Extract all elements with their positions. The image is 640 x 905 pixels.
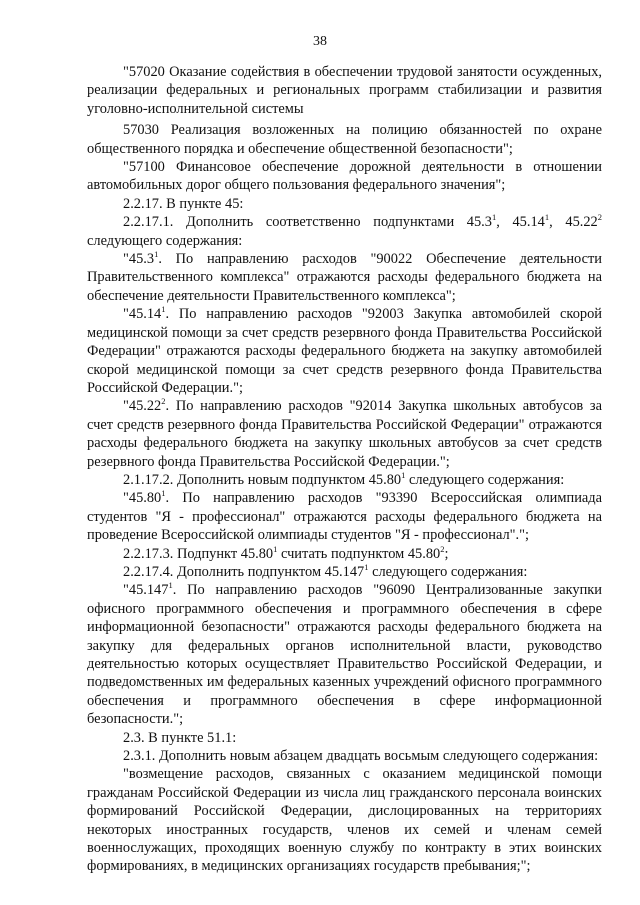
paragraph-2-3-1: 2.3.1. Дополнить новым абзацем двадцать восьмым следующего содержания:: [123, 748, 599, 765]
paragraph-45-14-1: "45.14$^1$. По направлению расходов "92003 Закупка автомобилей скорой медицинской помощи за счет средств резервного фонда Правительства Российской Федерации" отражаются расходы федерального бюджета на закупку автомобилей скорой медицинской помощи за счет средств резервного фонда Правительства Российской Федерации.";: [87, 304, 602, 396]
page-number: 38: [313, 34, 327, 49]
paragraph-45-3-1: "45.3$^1$. По направлению расходов "90022 Обеспечение деятельности Правительственного комплекса" отражаются расходы федерального бюджета на обеспечение деятельности Правительственного комплекса";: [87, 249, 602, 304]
paragraph-2-2-17-1: 2.2.17.1. Дополнить соответственно подпунктами 45.3$^1$, 45.14$^1$, 45.22$^2$ следующего содержания:: [87, 212, 603, 249]
paragraph-45-80-1: "45.80$^1$. По направлению расходов "93390 Всероссийская олимпиада студентов "Я - профессионал" отражаются расходы федерального бюджета на проведение Всероссийской олимпиады студентов "Я - профессионал".";: [87, 488, 602, 544]
paragraph-45-147-1: "45.147$^1$. По направлению расходов "96090 Централизованные закупки офисного программного обеспечения и программного обеспечения в сфере информационной безопасности" отражаются расходы федерального бюджета на закупку для федеральных органов исполнительной власти, руководство деятельностью которых осуществляет Правительство Российской Федерации, и подведомственных им федеральных казенных учреждений офисного программного обеспечения и программного обеспечения в сфере информационной безопасности.";: [87, 580, 602, 728]
paragraph-reimbursement: "возмещение расходов, связанных с оказанием медицинской помощи гражданам Российской Федерации из числа лиц гражданского персонала воинских формирований Российской Федерации, дислоцированных на территориях некоторых иностранных государств, членов их семей и членам семей военнослужащих, проходящих военную службу по контракту в этих воинских формированиях, в медицинских организациях государств пребывания;";: [87, 766, 602, 875]
paragraph-2-2-17: 2.2.17. В пункте 45:: [123, 195, 244, 212]
paragraph-2-2-17-4: 2.2.17.4. Дополнить подпунктом 45.147$^1$ следующего содержания:: [123, 561, 528, 580]
paragraph-2-1-17-2: 2.1.17.2. Дополнить новым подпунктом 45.80$^1$ следующего содержания:: [123, 469, 565, 488]
paragraph-57020: "57020 Оказание содействия в обеспечении трудовой занятости осужденных, реализации федеральных и региональных программ стабилизации и развития уголовно-исполнительной системы: [87, 64, 602, 117]
document-body: [87, 63, 602, 876]
paragraph-57100: "57100 Финансовое обеспечение дорожной деятельности в отношении автомобильных дорог общего пользования федерального значения";: [87, 159, 602, 194]
paragraph-45-22-2: "45.22$^2$. По направлению расходов "92014 Закупка школьных автобусов за счет средств резервного фонда Правительства Российской Федерации" отражаются расходы федерального бюджета на закупку школьных автобусов за счет средств резервного фонда Правительства Российской Федерации.";: [87, 396, 602, 470]
paragraph-2-2-17-3: 2.2.17.3. Подпункт 45.80$^1$ считать подпунктом 45.80$^2$;: [123, 543, 449, 562]
paragraph-2-3: 2.3. В пункте 51.1:: [123, 729, 237, 746]
paragraph-57030: 57030 Реализация возложенных на полицию обязанностей по охране общественного порядка и обеспечение общественной безопасности";: [87, 122, 602, 157]
